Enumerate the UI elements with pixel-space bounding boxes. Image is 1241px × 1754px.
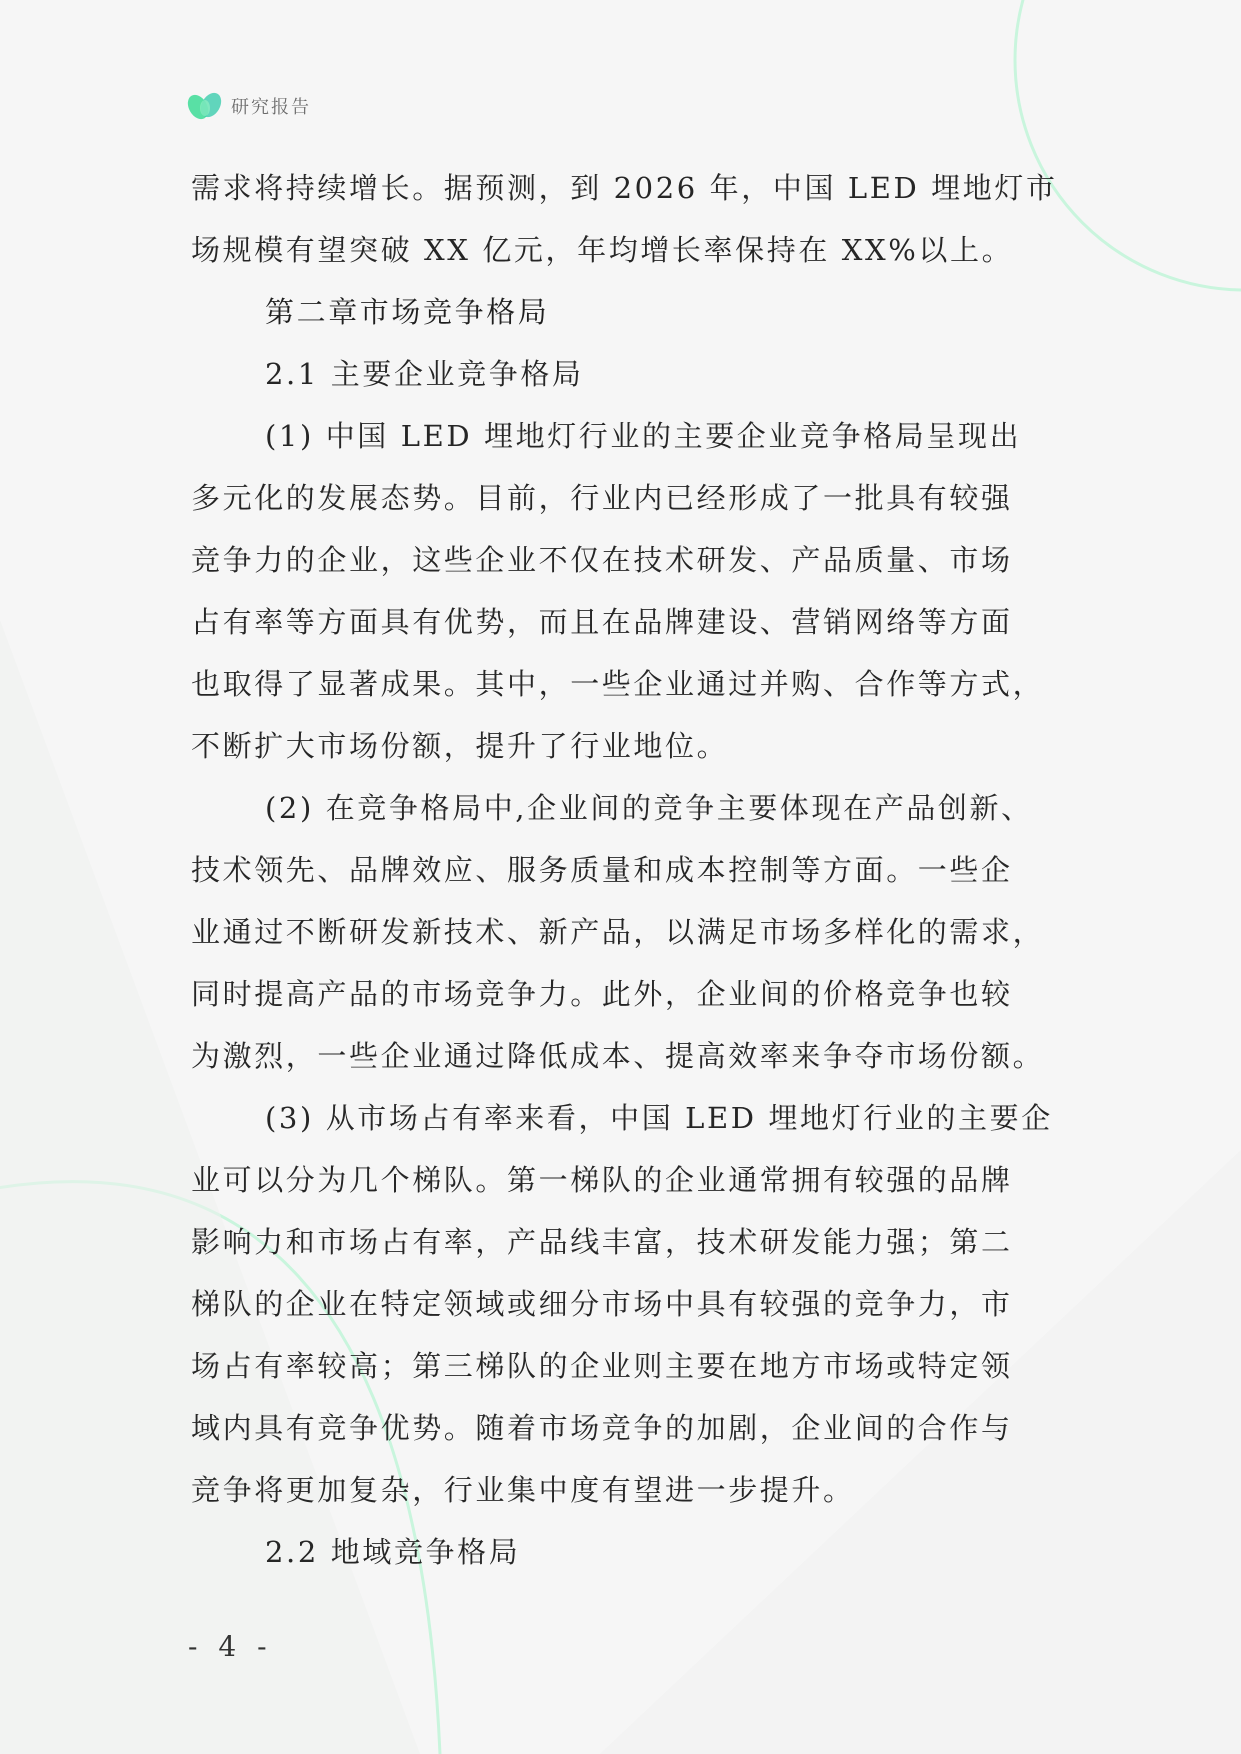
body-text-line: 多元化的发展态势。目前，行业内已经形成了一批具有较强 (191, 481, 1013, 515)
body-text-line: (1) 中国 LED 埋地灯行业的主要企业竞争格局呈现出 (265, 419, 1022, 453)
body-text-line: 2.2 地域竞争格局 (265, 1535, 521, 1569)
body-text-line: 技术领先、品牌效应、服务质量和成本控制等方面。一些企 (191, 853, 1013, 887)
body-text-line: 占有率等方面具有优势，而且在品牌建设、营销网络等方面 (191, 605, 1013, 639)
body-text-line: 2.1 主要企业竞争格局 (265, 357, 584, 391)
leaf-logo-icon (187, 90, 223, 122)
report-header (187, 88, 311, 124)
chapter-heading: 第二章市场竞争格局 (265, 295, 550, 329)
body-text-line: 竞争力的企业，这些企业不仅在技术研发、产品质量、市场 (191, 543, 1013, 577)
header-label: 研究报告 (231, 97, 311, 118)
body-text-line: 业通过不断研发新技术、新产品，以满足市场多样化的需求， (191, 915, 1045, 949)
body-text-line: 需求将持续增长。据预测，到 2026 年，中国 LED 埋地灯市 (191, 171, 1058, 205)
body-text-line: 也取得了显著成果。其中，一些企业通过并购、合作等方式， (191, 667, 1045, 701)
body-text-line: 场规模有望突破 XX 亿元，年均增长率保持在 XX%以上。 (191, 233, 1014, 267)
body-text-line: 场占有率较高；第三梯队的企业则主要在地方市场或特定领 (191, 1349, 1013, 1383)
page-number: - 4 - (188, 1630, 273, 1663)
body-text-line: 为激烈，一些企业通过降低成本、提高效率来争夺市场份额。 (191, 1039, 1045, 1073)
body-text-line: 梯队的企业在特定领域或细分市场中具有较强的竞争力，市 (191, 1287, 1013, 1321)
body-text-line: 影响力和市场占有率，产品线丰富，技术研发能力强；第二 (191, 1225, 1013, 1259)
body-text-line: 域内具有竞争优势。随着市场竞争的加剧，企业间的合作与 (191, 1411, 1013, 1445)
body-text-line: 不断扩大市场份额，提升了行业地位。 (191, 729, 729, 763)
document-body (191, 157, 1058, 1583)
body-text-line: (3) 从市场占有率来看，中国 LED 埋地灯行业的主要企 (265, 1101, 1053, 1135)
body-text-line: 同时提高产品的市场竞争力。此外，企业间的价格竞争也较 (191, 977, 1013, 1011)
body-text-line: 竞争将更加复杂，行业集中度有望进一步提升。 (191, 1473, 855, 1507)
body-text-line: 业可以分为几个梯队。第一梯队的企业通常拥有较强的品牌 (191, 1163, 1013, 1197)
body-text-line: (2) 在竞争格局中,企业间的竞争主要体现在产品创新、 (265, 791, 1033, 825)
